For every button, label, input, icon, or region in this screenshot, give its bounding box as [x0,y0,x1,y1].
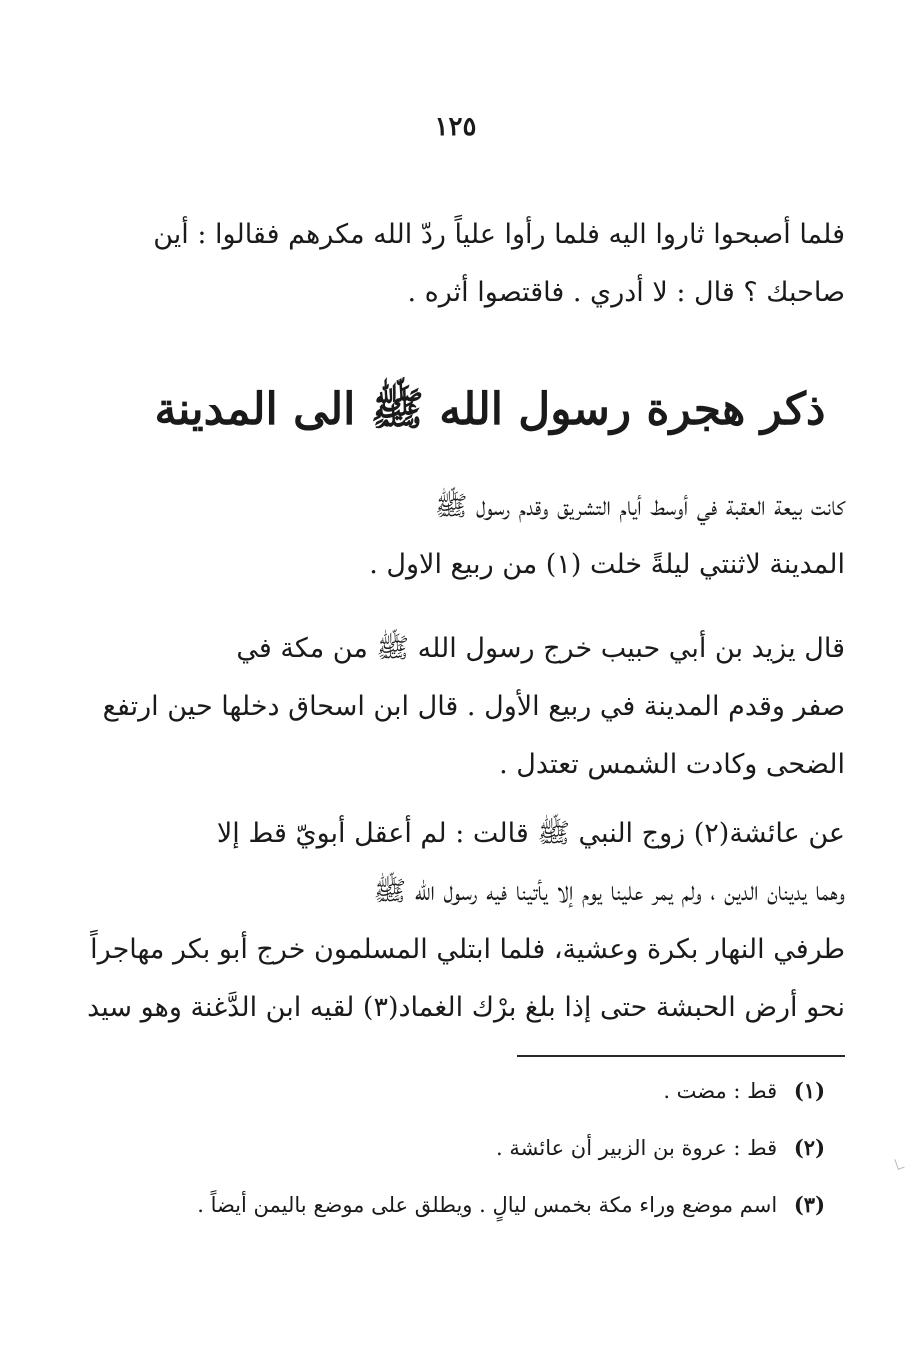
section-heading: ذكر هجرة رسول الله ﷺ الى المدينة [154,384,826,435]
text-line: المدينة لاثنتي ليلةً خلت (١) من ربيع الاول . [369,549,845,580]
footnote-text: اسم موضع وراء مكة بخمس ليالٍ . ويطلق على موضع باليمن أيضاً . [197,1193,778,1217]
text-line: عن عائشة(٢) زوج النبي ﷺ قالت : لم أعقل أبويّ قط إلا [216,818,845,849]
footnote-item [135,1062,825,1119]
footnote-number: (٢) [793,1135,825,1160]
text-line: نحو أرض الحبشة حتى إذا بلغ برْك الغماد(٣) لقيه ابن الدَّغنة وهو سيد [87,992,845,1023]
text-line: وهما يدينان الدين ، ولم يمر علينا يوم إلا يأتينا فيه رسول الله ﷺ [373,876,845,907]
footnote-item [135,1176,825,1233]
text-line: كانت بيعة العقبة في أوسط أيام التشريق وقدم رسول ﷺ [434,491,845,522]
footnote-number: (١) [793,1078,825,1103]
intro-text [135,206,845,322]
footnote-text: قط : عروة بن الزبير أن عائشة . [496,1136,778,1160]
scan-mark [894,1157,904,1170]
footnote-divider [517,1055,845,1057]
text-line: صفر وقدم المدينة في ربيع الأول . قال ابن اسحاق دخلها حين ارتفع [102,691,845,722]
text-line: طرفي النهار بكرة وعشية، فلما ابتلي المسلمون خرج أبو بكر مهاجراً [90,934,845,965]
page-number: ١٢٥ [434,112,477,142]
text-line: صاحبك ؟ قال : لا أدري . فاقتصوا أثره . [407,277,845,308]
footnotes [135,1062,825,1233]
paragraph-3 [87,805,845,1037]
footnote-item [135,1119,825,1176]
footnote-number: (٣) [793,1192,825,1217]
text-line: فلما أصبحوا ثاروا اليه فلما رأوا علياً ردّ الله مكرهم فقالوا : أين [153,219,845,250]
text-line: الضحى وكادت الشمس تعتدل . [499,749,845,780]
paragraph-2 [102,620,845,794]
footnote-text: قط : مضت . [663,1079,778,1103]
text-line: قال يزيد بن أبي حبيب خرج رسول الله ﷺ من مكة في [236,633,845,664]
paragraph-1 [135,478,845,594]
